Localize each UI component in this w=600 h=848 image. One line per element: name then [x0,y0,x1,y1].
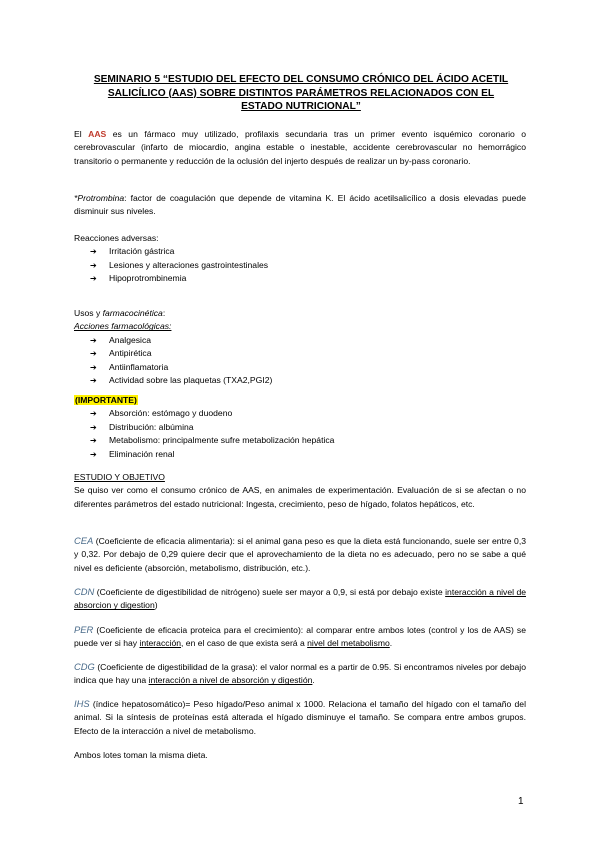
cdn-end: ) [154,600,158,611]
usos-subheading: Acciones farmacológicas: [74,321,172,332]
intro-text: es un fármaco muy utilizado, profilaxis secundaria tras un primer evento isquémico coronario o cerebrovascular (infarto de miocardio, angina estable o inestable, accidente cerebrovascular no hemorrágico transitorio o permanente y reducción de la oclusión del injerto después de realizar un by-pass coronario. [74,129,527,166]
list-item: ➔ Actividad sobre las plaquetas (TXA2,PGI2) [74,374,526,387]
aas-highlight: AAS [88,129,107,139]
intro-pre: El [74,129,89,139]
protrombina-term: *Protrombina [74,193,125,203]
protrombina-paragraph [74,192,526,219]
usos-heading-pre: Usos y [74,308,103,318]
title-line-1: SEMINARIO 5 “ESTUDIO DEL EFECTO DEL CONSUMO CRÓNICO DEL ÁCIDO ACETIL [93,74,509,85]
usos-heading-italic: farmacocinética [102,308,163,318]
title-line-2: SALICÍLICO (AAS) SOBRE DISTINTOS PARÁMETROS RELACIONADOS CON EL [107,87,495,99]
reacciones-heading: Reacciones adversas: [74,233,159,243]
list-item: ➔ Antiinflamatoria [74,361,526,374]
protrombina-text: : factor de coagulación que depende de vitamina K. El ácido acetilsalicílico a dosis elevadas puede disminuir sus niveles. [74,193,526,217]
per-text-1: (Coeficiente de eficacia proteica para el crecimiento): al comparar entre ambos lotes (control y los de AAS) se puede ver si hay [74,625,526,649]
list-item: ➔ Antipirética [74,347,526,360]
ihs-text: (índice hepatosomático)= Peso hígado/Peso animal x 1000. Relaciona el tamaño del hígado con el tamaño del animal. Si la síntesis de proteínas está alterada el hígado disminuye el tamaño. Se compara entre ambos grupos. Efecto de la interacción a nivel de metabolismo. [74,699,526,736]
estudio-text: Se quiso ver como el consumo crónico de AAS, en animales de experimentación. Evaluación de si se afectan o no diferentes parámetros del estado nutricional: Ingesta, crecimiento, peso de hígado, folatos hepáticos, etc. [74,485,526,509]
per-underline-2: nivel del metabolismo [307,638,390,649]
cdn-paragraph [74,585,526,613]
list-item: ➔ Irritación gástrica [74,245,526,258]
cdn-abbr: CDN [74,586,95,597]
usos-heading [74,307,526,320]
reacciones-section [74,232,526,286]
per-end: . [389,638,393,649]
cea-paragraph [74,534,526,575]
per-text-2: , en el caso de que exista será a [181,638,308,649]
per-underline-1: interacción [139,638,182,649]
cdg-paragraph [74,660,526,688]
page-number: 1 [518,796,524,807]
list-item: ➔ Distribución: albúmina [74,421,526,434]
reacciones-list [74,245,526,285]
list-item: ➔ Analgesica [74,334,526,347]
cdg-end: . [312,675,315,686]
final-paragraph: Ambos lotes toman la misma dieta. [74,750,208,760]
page-title [70,73,532,114]
importante-label-row [74,394,526,407]
list-item: ➔ Metabolismo: principalmente sufre metabolización hepática [74,434,526,447]
estudio-heading: ESTUDIO Y OBJETIVO [74,472,165,482]
list-item: ➔ Eliminación renal [74,448,526,461]
cdn-underline: interacción a nivel de absorcion y digestion [74,587,526,611]
importante-list [74,407,526,461]
intro-paragraph [74,128,526,168]
list-item: ➔ Lesiones y alteraciones gastrointestinales [74,259,526,272]
cdg-underline: interacción a nivel de absorción y digestión [148,675,313,686]
cdg-abbr: CDG [74,661,95,672]
usos-section [74,307,526,387]
ihs-abbr: IHS [74,698,90,709]
ihs-paragraph [74,697,526,738]
per-abbr: PER [74,624,94,635]
estudio-section [74,471,526,511]
importante-label: (IMPORTANTE) [75,395,137,405]
list-item: ➔ Absorción: estómago y duodeno [74,407,526,420]
importante-section [74,394,526,461]
usos-heading-post: : [162,308,166,318]
list-item: ➔ Hipoprotrombinemia [74,272,526,285]
per-paragraph [74,623,526,651]
cea-text: (Coeficiente de eficacia alimentaria): si el animal gana peso es que la dieta está funcionando, suele ser entre 0,3 y 0,32. Por debajo de 0,29 quiere decir que el aprovechamiento de la dieta no es adecuado, pero no se sabe a qué nivel es deficiente (absorción, metabolismo, distribución, etc.). [74,536,526,573]
cea-abbr: CEA [74,535,94,546]
usos-list [74,334,526,388]
cdg-text: (Coeficiente de digestibilidad de la grasa): el valor normal es a partir de 0.95. Si encontramos niveles por debajo indica que hay una [74,662,526,686]
cdn-text: (Coeficiente de digestibilidad de nitrógeno) suele ser mayor a 0,9, si está por debajo existe [94,587,446,597]
title-line-3: ESTADO NUTRICIONAL” [241,101,361,112]
